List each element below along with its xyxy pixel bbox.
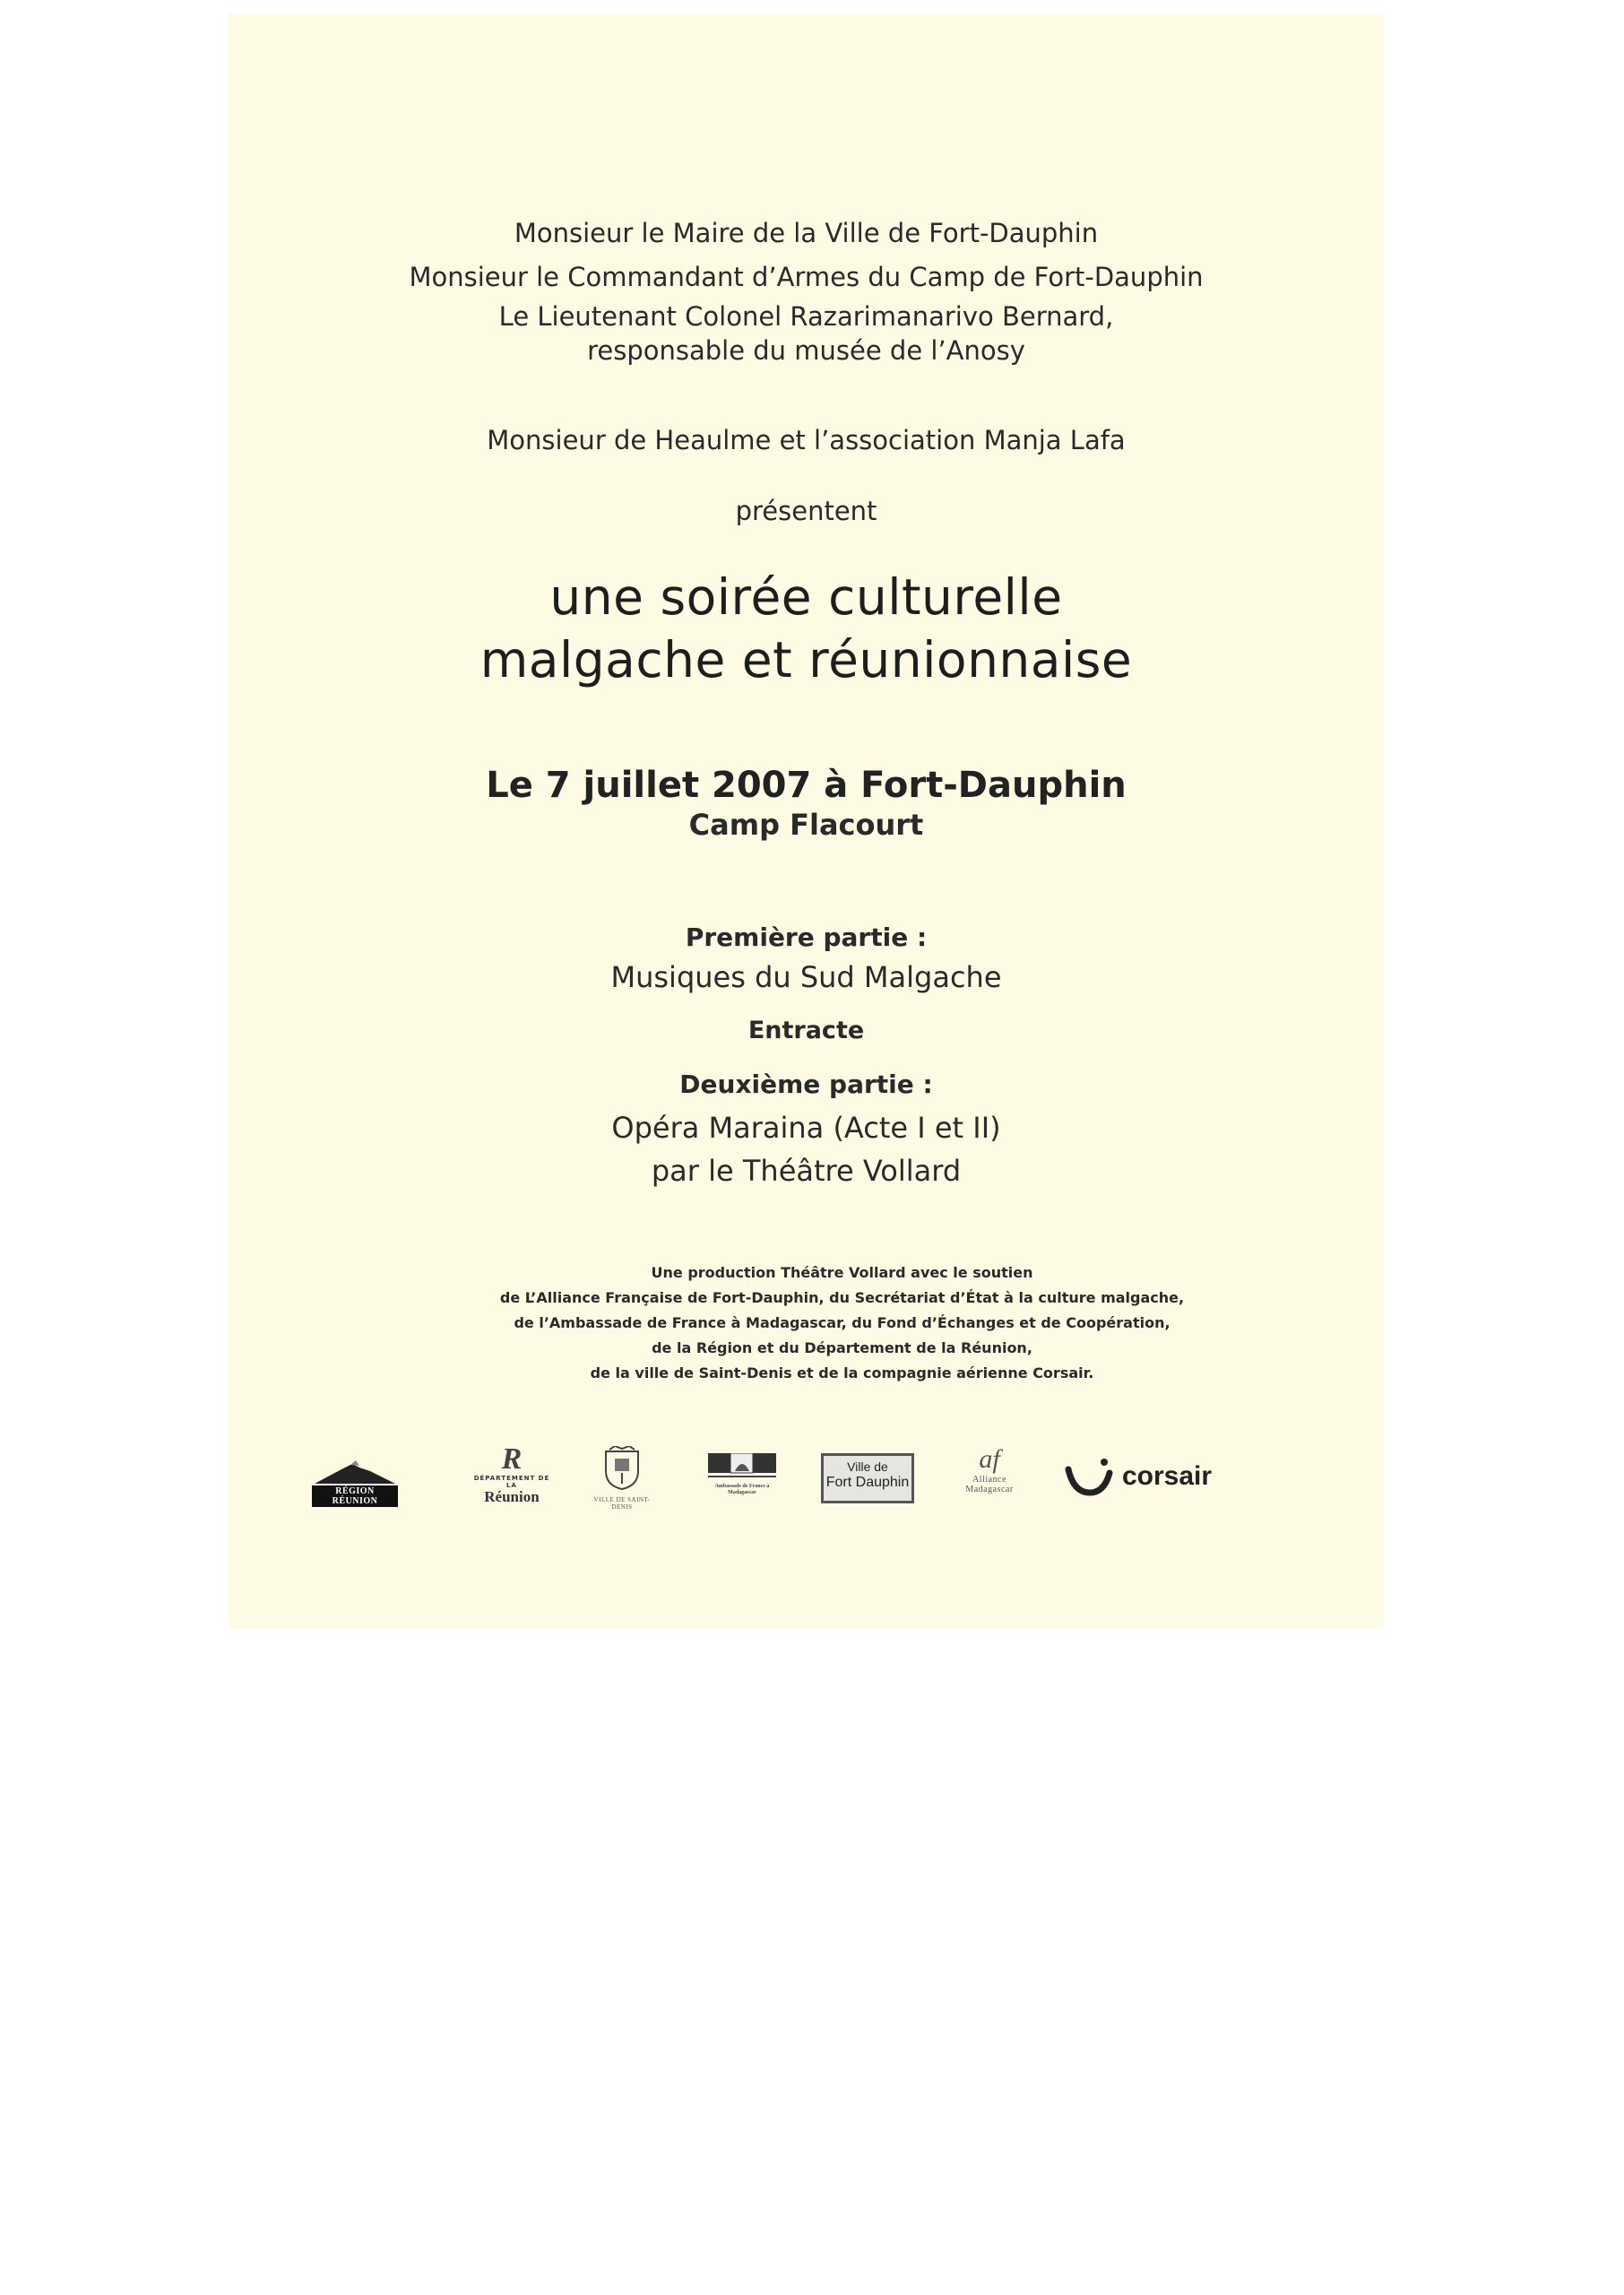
intermission: Entracte: [747, 1017, 865, 1044]
host-colonel-role: responsable du musée de l’Anosy: [587, 335, 1025, 366]
fort-dauphin-label-1: Ville de: [847, 1459, 888, 1474]
credits-line-4: de la Région et du Département de la Réunion,: [652, 1339, 1032, 1356]
title-line-1: une soirée culturelle: [549, 568, 1063, 626]
departement-reunion-logo: [471, 1444, 552, 1505]
invitation-sheet: [229, 14, 1383, 1628]
departement-small-label: DÉPARTEMENT DE LA: [473, 1475, 550, 1489]
part2-line-1: Opéra Maraina (Acte I et II): [611, 1111, 1001, 1145]
fort-dauphin-logo: [821, 1453, 914, 1503]
host-mayor: Monsieur le Maire de la Ville de Fort-Dauphin: [514, 218, 1099, 248]
departement-big-label: Réunion: [484, 1488, 540, 1505]
fort-dauphin-label-2: Fort Dauphin: [825, 1475, 910, 1490]
presentent-text: présentent: [735, 496, 877, 526]
republique-francaise-logo: [703, 1453, 782, 1496]
event-date: Le 7 juillet 2007 à Fort-Dauphin: [486, 765, 1127, 806]
saint-denis-label: VILLE DE SAINT-DENIS: [593, 1496, 651, 1511]
production-credits: [265, 1260, 1419, 1386]
alliance-label-1: Alliance: [972, 1475, 1006, 1485]
part1-content: Musiques du Sud Malgache: [610, 960, 1002, 994]
credits-line-2: de L’Alliance Française de Fort-Dauphin, du Secrétariat d’État à la culture malgache,: [499, 1289, 1185, 1306]
credits-line-5: de la ville de Saint-Denis et de la compagnie aérienne Corsair.: [590, 1364, 1094, 1381]
coat-of-arms-icon: [602, 1446, 642, 1491]
credits-line-3: de l’Ambassade de France à Madagascar, du Fond d’Échanges et de Coopération,: [514, 1314, 1170, 1331]
part2-content: [229, 1106, 1383, 1192]
region-reunion-logo: [312, 1460, 398, 1507]
alliance-francaise-logo: [946, 1444, 1032, 1494]
title-line-2: malgache et réunionnaise: [479, 631, 1133, 688]
region-reunion-label: RÉGION RÉUNION: [312, 1485, 398, 1507]
sponsor-logos: [229, 1435, 1383, 1516]
alliance-label-2: Madagascar: [965, 1485, 1014, 1494]
departement-r-icon: R: [501, 1442, 523, 1476]
event-venue: Camp Flacourt: [688, 808, 924, 842]
hosts-list: [229, 212, 1383, 368]
part2-heading: Deuxième partie :: [679, 1070, 933, 1099]
host-colonel: Le Lieutenant Colonel Razarimanarivo Bernard,: [498, 301, 1114, 332]
corsair-wordmark: corsair: [1122, 1461, 1213, 1491]
corsair-smile-icon: [1065, 1457, 1115, 1496]
event-title: [229, 566, 1383, 691]
host-association: Monsieur de Heaulme et l’association Manja Lafa: [487, 425, 1126, 455]
rf-caption: Ambassade de France à Madagascar: [714, 1484, 770, 1495]
host-commander: Monsieur le Commandant d’Armes du Camp de Fort-Dauphin: [409, 262, 1204, 292]
credits-line-1: Une production Théâtre Vollard avec le soutien: [651, 1264, 1033, 1281]
part2-line-2: par le Théâtre Vollard: [651, 1154, 962, 1188]
corsair-logo: [1065, 1457, 1235, 1496]
volcano-icon: [315, 1460, 395, 1484]
marianne-flag-icon: [708, 1453, 776, 1478]
alliance-af-mark: af: [979, 1444, 1000, 1474]
saint-denis-logo: [588, 1446, 656, 1511]
part1-heading: Première partie :: [685, 922, 928, 952]
